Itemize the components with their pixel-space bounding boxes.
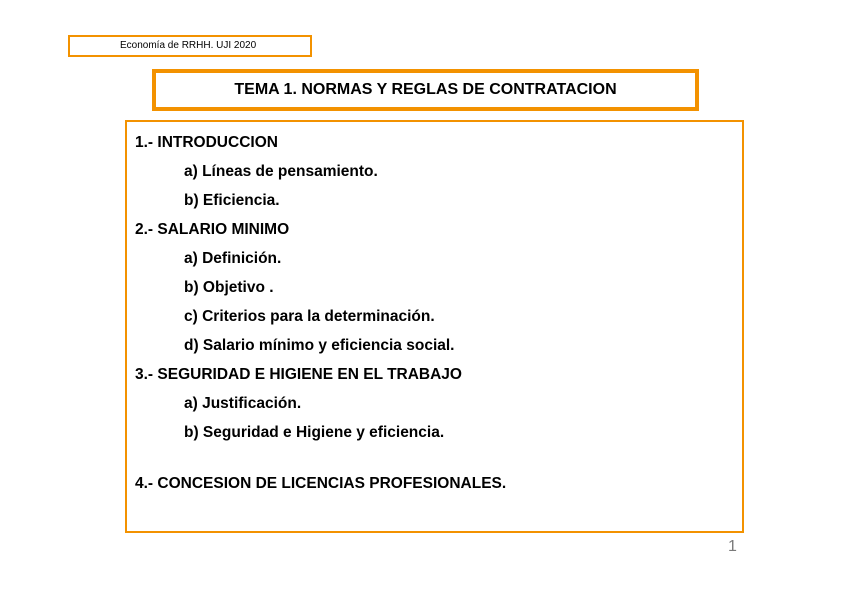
spacer <box>127 447 742 469</box>
section-2-item-c: c) Criterios para la determinación. <box>184 308 435 325</box>
section-2-item-a: a) Definición. <box>184 250 282 267</box>
section-3-item-a: a) Justificación. <box>184 395 302 412</box>
page-number: 1 <box>728 538 737 555</box>
section-3: 3.- SEGURIDAD E HIGIENE EN EL TRABAJO <box>135 366 462 383</box>
section-2-item-b: b) Objetivo . <box>184 279 274 296</box>
section-2-item-d: d) Salario mínimo y eficiencia social. <box>184 337 455 354</box>
section-3-item-b: b) Seguridad e Higiene y eficiencia. <box>184 424 445 441</box>
section-2: 2.- SALARIO MINIMO <box>135 221 290 238</box>
course-header <box>68 35 312 57</box>
section-4: 4.- CONCESION DE LICENCIAS PROFESIONALES. <box>135 475 507 492</box>
section-1: 1.- INTRODUCCION <box>135 134 278 151</box>
outline-box <box>125 120 744 533</box>
slide-title-text: TEMA 1. NORMAS Y REGLAS DE CONTRATACION <box>234 81 617 98</box>
section-1-item-a: a) Líneas de pensamiento. <box>184 163 378 180</box>
course-header-text: Economía de RRHH. UJI 2020 <box>120 40 257 51</box>
section-1-item-b: b) Eficiencia. <box>184 192 280 209</box>
slide-title <box>152 69 699 111</box>
